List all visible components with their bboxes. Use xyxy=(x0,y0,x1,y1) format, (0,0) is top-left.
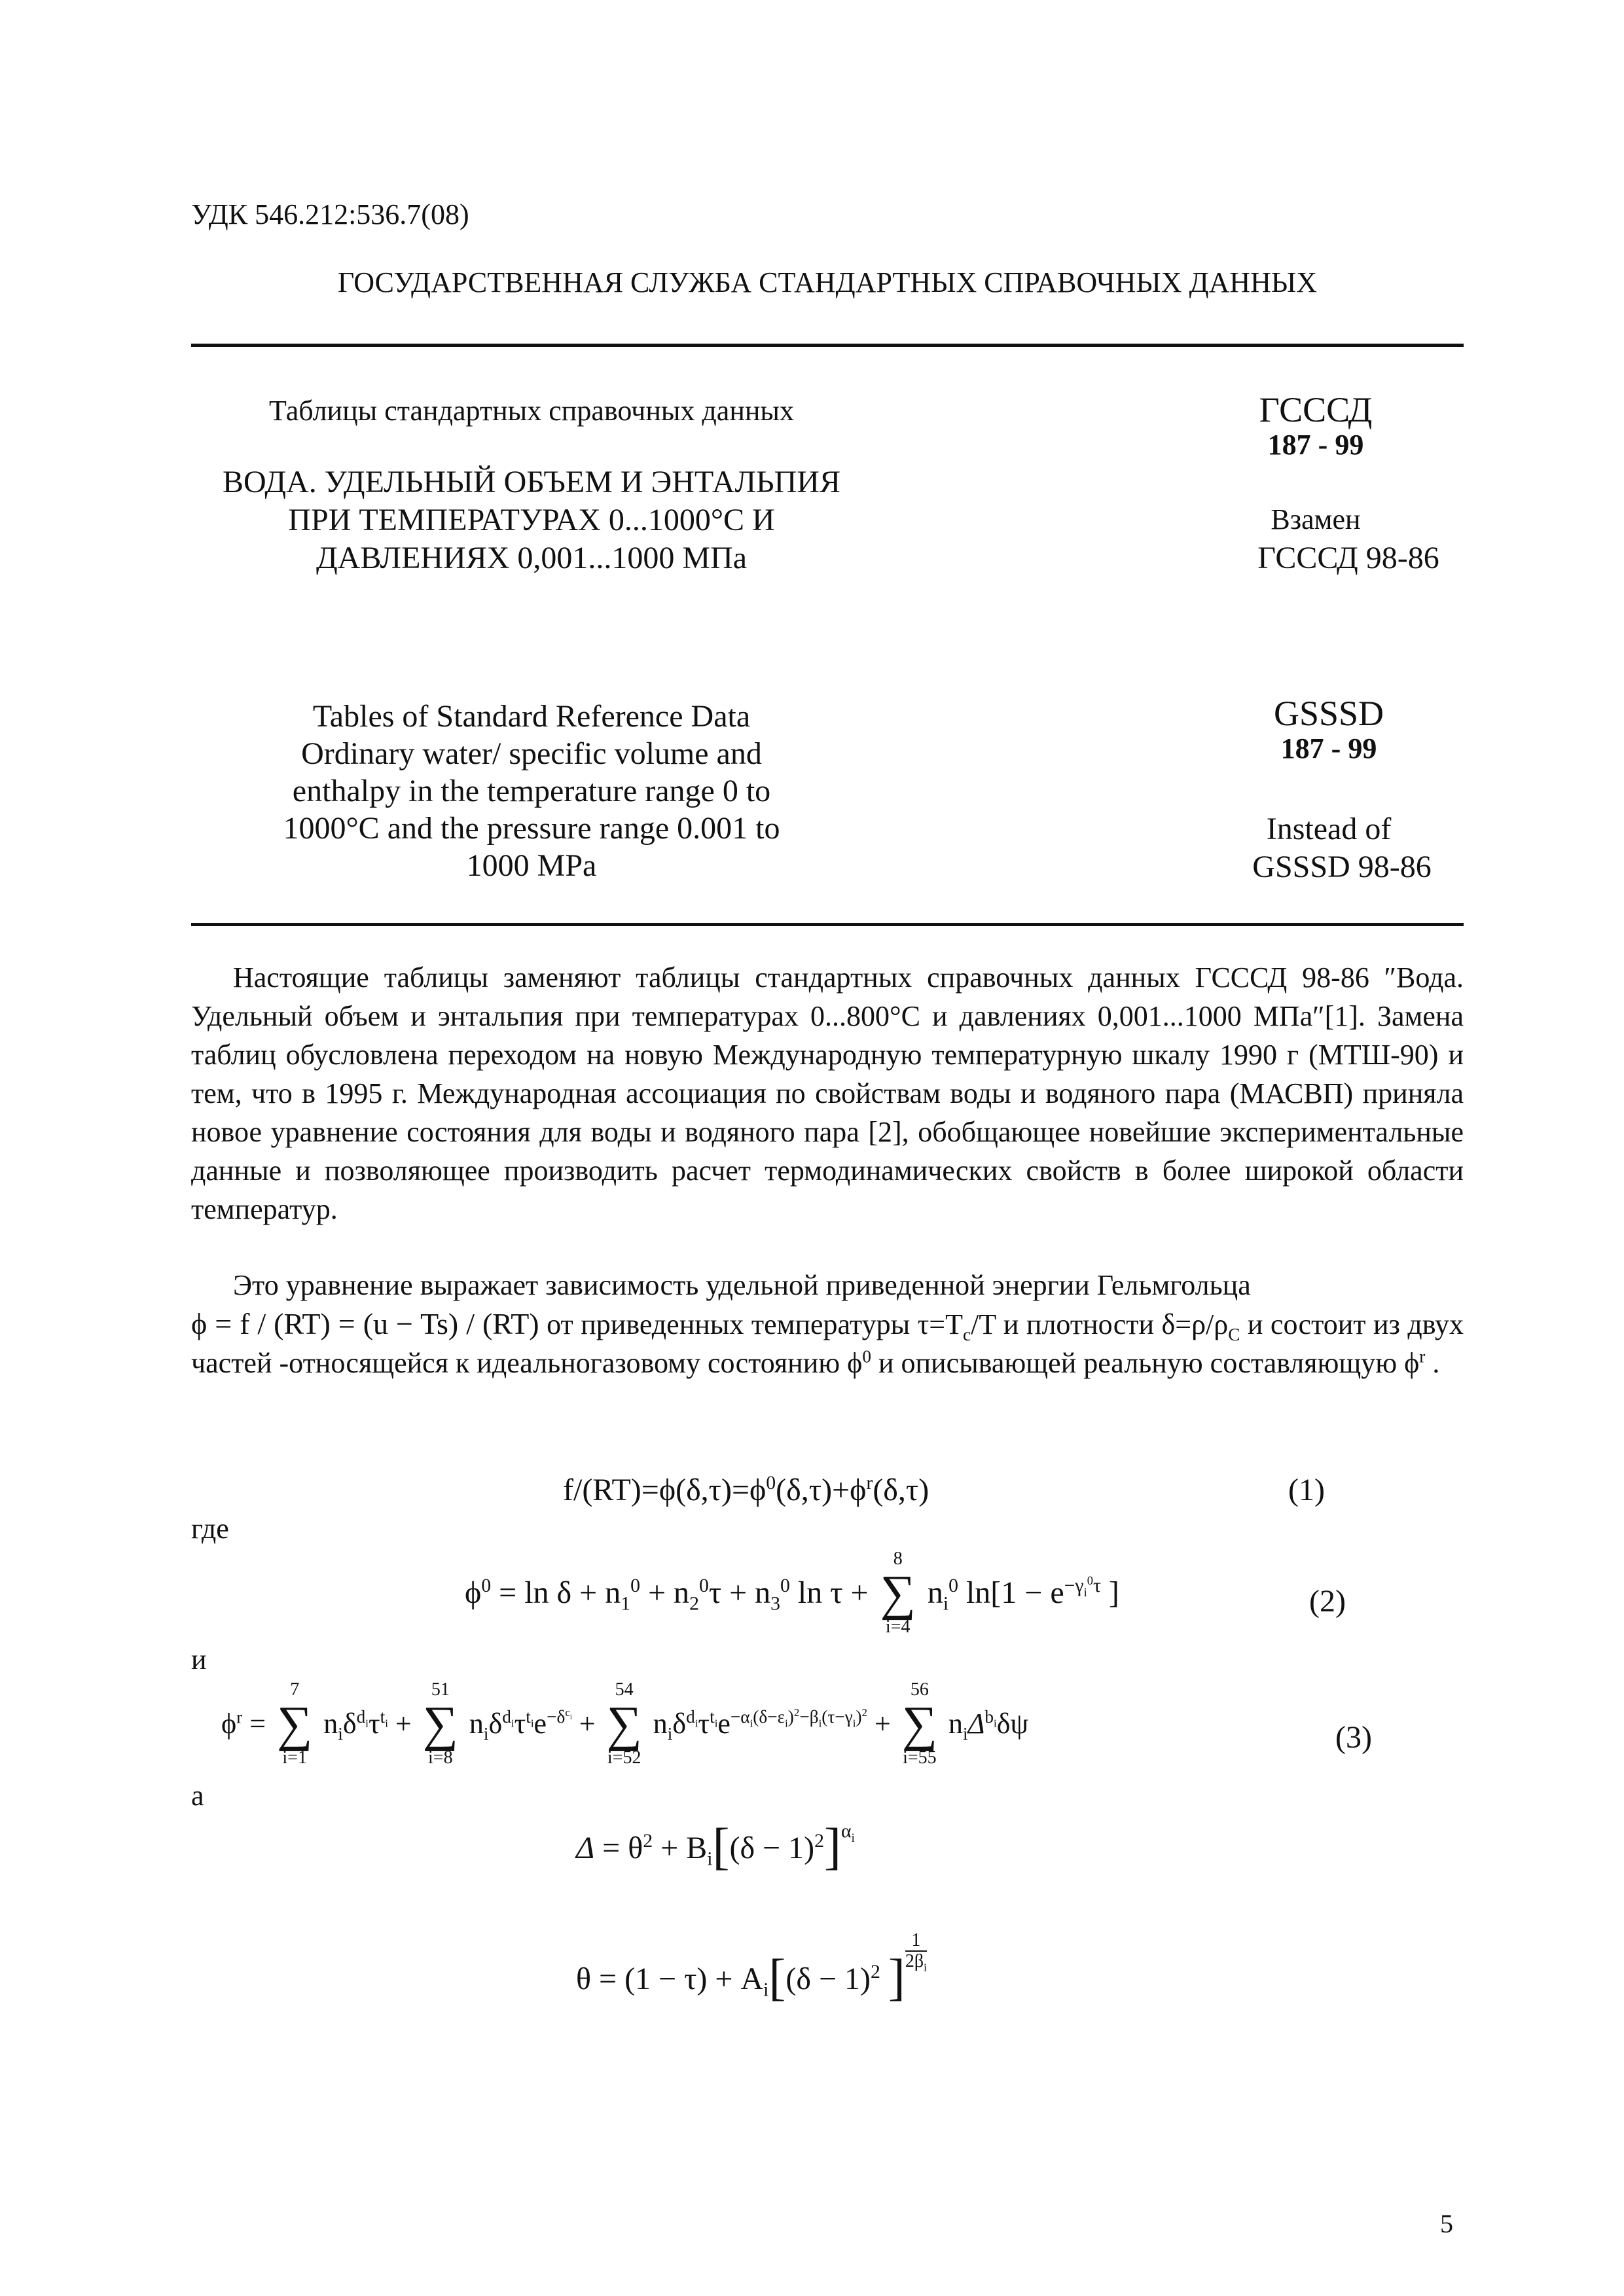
tau-definition: $\tau=T_c/T$ xyxy=(917,1308,996,1344)
ru-replaces-label: Взамен xyxy=(1271,503,1361,535)
delta-definition: $\delta=\rho/\rho_C$ xyxy=(1161,1308,1240,1344)
equation-3-number: (3) xyxy=(1335,1720,1372,1755)
equation-theta: $\theta = (1 - \tau) + A_i[(\delta - 1)^2$ ] $\frac{1}{2\beta_i}$ xyxy=(576,1930,927,2005)
phi-definition: ϕ = f / (RT) = (u − Ts) / (RT) xyxy=(191,1307,539,1340)
intro-paragraph xyxy=(191,958,1464,1229)
helmholtz-text-c: и состоит из двух частей -относящейся к идеальногазовому состоянию xyxy=(191,1308,1464,1379)
en-replaces-code: GSSSD 98-86 xyxy=(1252,850,1432,884)
helmholtz-line-1: Это уравнение выражает зависимость удельной приведенной энергии Гельмгольца xyxy=(233,1269,1251,1301)
en-replaces-label: Instead of xyxy=(1266,812,1392,846)
en-standard-number: 187 - 99 xyxy=(1280,732,1377,764)
service-title: ГОСУДАРСТВЕННАЯ СЛУЖБА СТАНДАРТНЫХ СПРАВОЧНЫХ ДАННЫХ xyxy=(337,266,1318,298)
ru-title-line-2: ПРИ ТЕМПЕРАТУРАХ 0...1000°С И xyxy=(288,503,775,537)
equation-3: $\phi^r$ = 7 ∑ i=1 $n_i\delta^{d_i}\tau^{t_i}$ + 51 ∑ i=8 $n_i\delta^{d_i}\tau^{t_i}e^{-\delta^{c_i}}$ + 54 ∑ i=52 $n_i\delta^{d_i}\tau^{t_i}e^{-\alpha_i(\delta-\varepsilon_i)^2-\beta_i(\tau-\gamma_i)^2}$ + 56 ∑ i=55 $n_i\Delta^{b_i}\delta\psi$ xyxy=(221,1679,1029,1768)
en-title-line-5: 1000 MPa xyxy=(466,848,597,883)
helmholtz-text-b: и плотности xyxy=(1003,1308,1155,1340)
word-i: и xyxy=(191,1643,207,1676)
en-title xyxy=(191,698,872,884)
phir-symbol: $\phi^r$ . xyxy=(1404,1346,1440,1379)
intro-paragraph-text: Настоящие таблицы заменяют таблицы стандартных справочных данных ГСССД 98-86 ″Вода. Удельный объем и энтальпия при температурах 0...800°С и давлениях 0,001...1000 МПа″[1]. Замена таблиц обусловлена переходом на новую Международную температурную шкалу 1990 г (МТШ-90) и тем, что в 1995 г. Международная ассоциация по свойствам воды и водяного пара (МАСВП) приняла новое уравнение состояния для воды и водяного пара [2], обобщающее новейшие экспериментальные данные и позволяющее производить расчет термодинамических свойств в более широкой области температур. xyxy=(191,961,1464,1225)
en-title-line-3: enthalpy in the temperature range 0 to xyxy=(292,774,771,808)
word-gde: где xyxy=(191,1513,229,1545)
ru-title-line-3: ДАВЛЕНИЯХ 0,001...1000 МПа xyxy=(316,541,748,575)
ru-replaces-code: ГСССД 98-86 xyxy=(1257,541,1439,575)
helmholtz-text-d: и описывающей реальную составляющую xyxy=(878,1347,1398,1379)
ru-standard-code: ГСССД xyxy=(1259,390,1373,429)
en-title-line-1: Tables of Standard Reference Data xyxy=(312,699,751,734)
en-title-line-2: Ordinary water/ specific volume and xyxy=(301,736,762,771)
equation-2-sum: 8 ∑ i=4 xyxy=(880,1549,916,1637)
equation-2: $\phi^0 = \ln \delta + n_1^0 + n_2^0\tau + n_3^0$ ln τ + 8 ∑ i=4 $n_i^0$ $\ln[1 - e^{-\gamma_i^0\tau}$ ] xyxy=(465,1549,1119,1637)
udk-code: УДК 546.212:536.7(08) xyxy=(191,198,469,230)
ru-title xyxy=(191,463,872,577)
en-standard-code: GSSSD xyxy=(1273,694,1384,733)
word-a: а xyxy=(191,1780,204,1812)
bottom-divider xyxy=(191,923,1464,926)
ru-tables-label: Таблицы стандартных справочных данных xyxy=(268,395,794,427)
ru-title-line-1: ВОДА. УДЕЛЬНЫЙ ОБЪЕМ И ЭНТАЛЬПИЯ xyxy=(223,465,840,499)
equation-delta: $\Delta = \theta^2 + B_i[(\delta - 1)^2]^{\alpha_i}$ xyxy=(576,1818,855,1874)
helmholtz-paragraph xyxy=(191,1266,1464,1382)
equation-1: $f/(RT)=\phi(\delta,\tau)=\phi^0(\delta,\tau)+\phi^r(\delta,\tau)$ xyxy=(563,1472,929,1507)
en-title-line-4: 1000°C and the pressure range 0.001 to xyxy=(283,811,780,846)
ru-standard-number: 187 - 99 xyxy=(1267,429,1364,461)
equation-2-number: (2) xyxy=(1309,1584,1346,1619)
page-number: 5 xyxy=(1440,2209,1453,2238)
helmholtz-text-a: от приведенных температуры xyxy=(547,1308,911,1340)
top-divider xyxy=(191,344,1464,347)
equation-1-number: (1) xyxy=(1288,1473,1325,1507)
phi0-symbol: $\phi^0$ xyxy=(847,1346,871,1379)
